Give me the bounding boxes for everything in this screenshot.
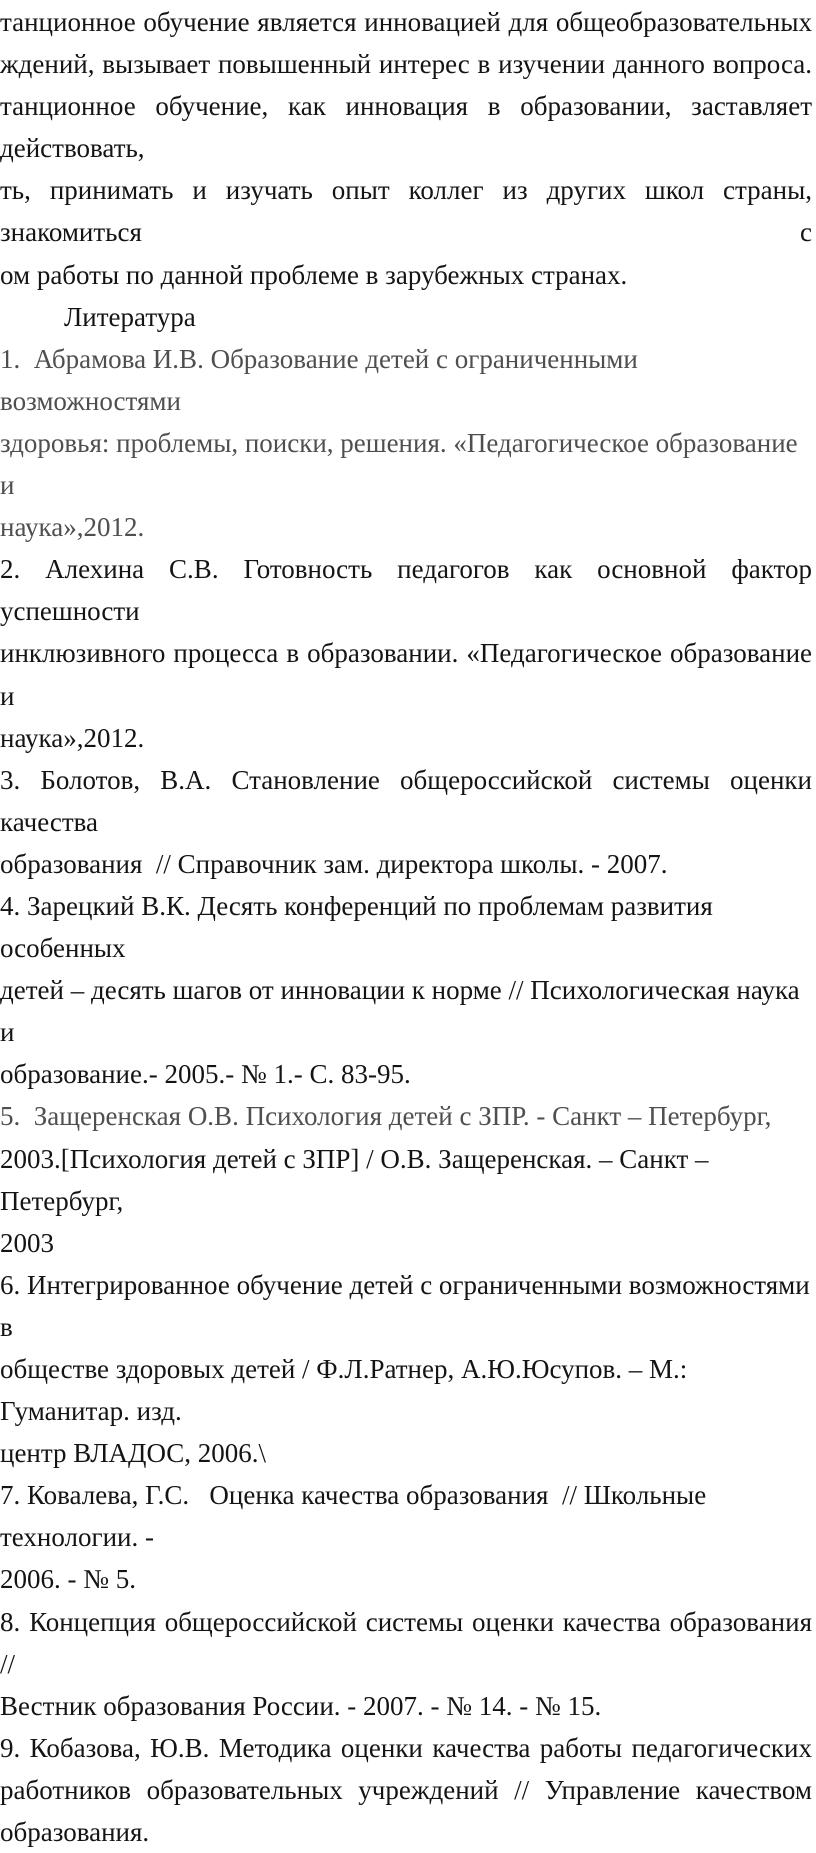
reference-9-line: образования.: [0, 1817, 150, 1848]
paragraph-line: ждений, вызывает повышенный интерес в изучении данного вопроса.: [0, 49, 812, 80]
reference-1-line: 1. Абрамова И.В. Образование детей с ограниченными возможностями: [0, 343, 645, 416]
reference-7-line: 7. Ковалева, Г.С. Оценка качества образования // Школьные технологии. -: [0, 1480, 713, 1553]
reference-2-line: наука»,2012.: [0, 722, 145, 753]
reference-1-line: здоровья: проблемы, поиски, решения. «Педагогическое образование и: [0, 427, 805, 501]
paragraph-line: танционное обучение, как инновация в образовании, заставляет действовать,: [0, 91, 812, 164]
reference-4-line: образование.- 2005.- № 1.- С. 83-95.: [0, 1059, 411, 1090]
reference-5-line: 5. Защеренская О.В. Психология детей с ЗПР. - Санкт – Петербург,: [0, 1101, 772, 1132]
reference-8-line: Вестник образования России. - 2007. - № 14. - № 15.: [0, 1690, 602, 1721]
reference-4-line: детей – десять шагов от инновации к норме // Психологическая наука и: [0, 975, 807, 1048]
reference-6-line: 6. Интегрированное обучение детей с ограниченными возможностями в: [0, 1269, 816, 1342]
literature-heading: Литература: [64, 301, 196, 332]
reference-3-line: 3. Болотов, В.А. Становление общероссийской системы оценки качества: [0, 764, 812, 837]
paragraph-line: ом работы по данной проблеме в зарубежных странах.: [0, 259, 628, 290]
paragraph-line: ть, принимать и изучать опыт коллег из других школ страны, знакомиться с: [0, 175, 812, 248]
reference-7-line: 2006. - № 5.: [0, 1564, 137, 1595]
reference-4-line: 4. Зарецкий В.К. Десять конференций по проблемам развития особенных: [0, 890, 720, 964]
reference-6-line: обществе здоровых детей / Ф.Л.Ратнер, А.Ю.Юсупов. – М.: Гуманитар. изд.: [0, 1354, 695, 1427]
reference-5-line: 2003.[Психология детей с ЗПР] / О.В. Защеренская. – Санкт – Петербург,: [0, 1143, 716, 1216]
reference-9-line: работников образовательных учреждений // Управление качеством: [0, 1774, 812, 1805]
reference-8-line: 8. Концепция общероссийской системы оценки качества образования //: [0, 1606, 812, 1679]
reference-2-line: 2. Алехина С.В. Готовность педагогов как основной фактор успешности: [0, 554, 812, 627]
reference-6-line: центр ВЛАДОС, 2006.\: [0, 1438, 267, 1469]
reference-1-line: наука»,2012.: [0, 512, 145, 543]
reference-5-line: 2003: [0, 1227, 54, 1258]
reference-9-line: 9. Кобазова, Ю.В. Методика оценки качества работы педагогических: [0, 1732, 812, 1763]
paragraph-line: танционное обучение является инновацией для общеобразовательных: [0, 7, 812, 37]
document-body: [0, 1, 816, 1853]
reference-2-line: инклюзивного процесса в образовании. «Педагогическое образование и: [0, 638, 812, 711]
reference-3-line: образования // Справочник зам. директора школы. - 2007.: [0, 848, 668, 879]
